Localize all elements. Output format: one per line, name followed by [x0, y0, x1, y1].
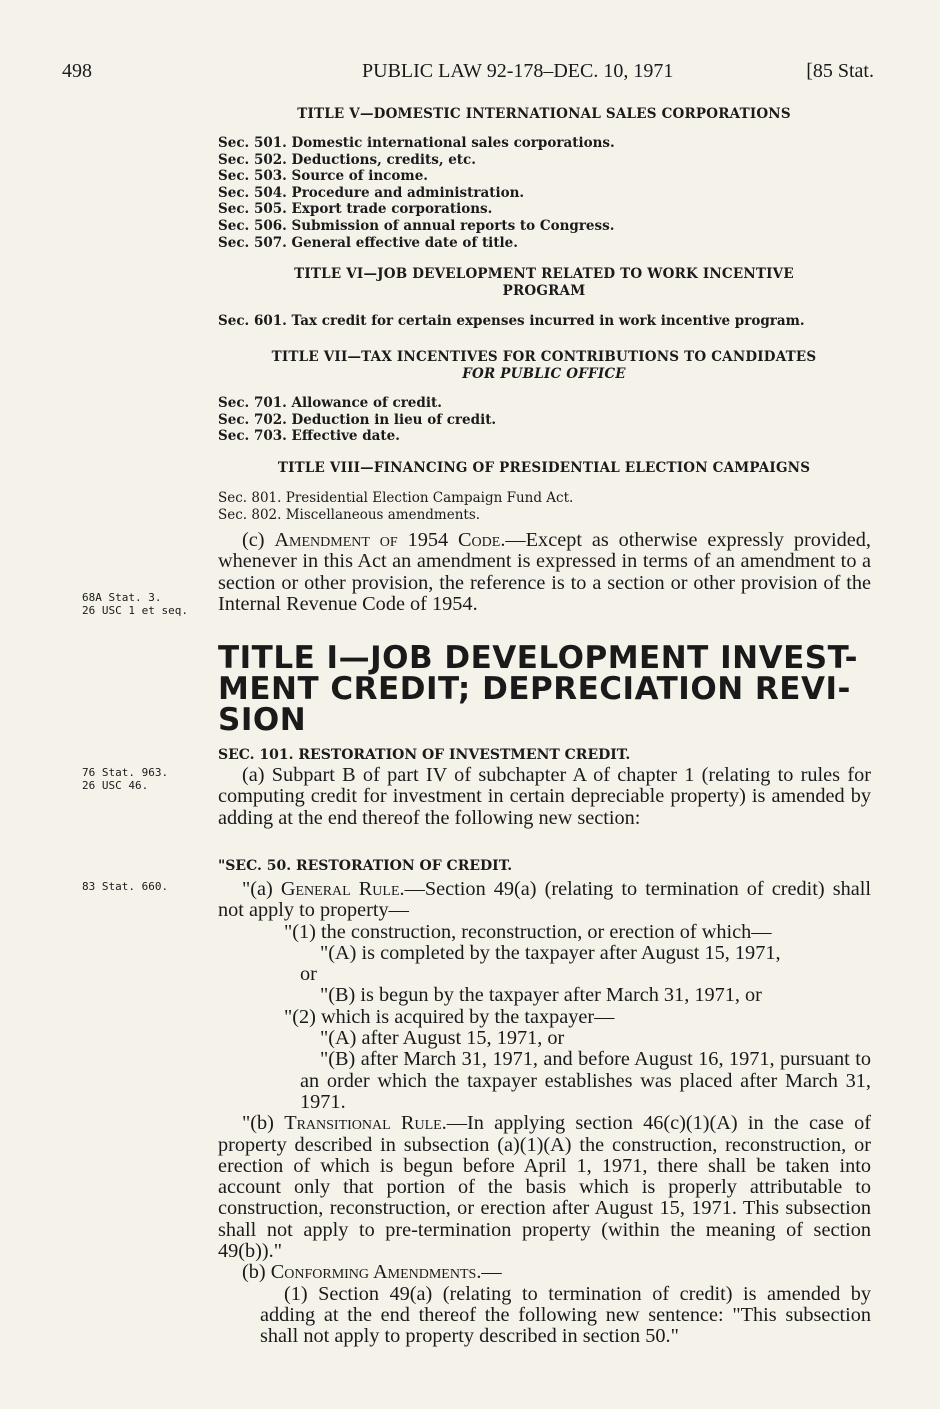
- sec-50-b-text: .—In applying section 46(c)(1)(A) in the case of property described in subsection (a)(1)(A) the construction, reconstruction, or erection of which is begun before April 1, 1971, there shall be taken into account only that portion of the basis which is properly attributable to construction, reconstruction, or erection after August 15, 1971. This subsection shall not apply to pre-termination property (within the meaning of section 49(b)).": [218, 1112, 871, 1263]
- sec-101-para-a: [218, 765, 871, 829]
- sec-50-p1a: "(A) is completed by the taxpayer after August 15, 1971,: [320, 941, 781, 964]
- toc-item: Sec. 702. Deduction in lieu of credit.: [218, 411, 497, 428]
- toc-item: Sec. 507. General effective date of title.: [218, 234, 518, 251]
- sec-50-p2a: "(A) after August 15, 1971, or: [320, 1027, 565, 1050]
- toc-title-vi-line2: PROGRAM: [502, 283, 586, 299]
- conforming-heading: Conforming Amendments: [270, 1261, 477, 1284]
- subsec-c-heading: Amendment of 1954 Code: [274, 529, 501, 551]
- sec-50-p2: "(2) which is acquired by the taxpayer—: [284, 1005, 615, 1028]
- sec-50-p1b: "(B) is begun by the taxpayer after March 31, 1971, or: [320, 984, 762, 1007]
- page-number: 498: [62, 60, 92, 82]
- toc-title-vii: [218, 349, 870, 383]
- toc-item: Sec. 703. Effective date.: [218, 428, 400, 445]
- toc-title-viii: TITLE VIII—FINANCING OF PRESIDENTIAL ELECTION CAMPAIGNS: [277, 460, 811, 476]
- sec-101-heading: SEC. 101. RESTORATION OF INVESTMENT CREDIT.: [218, 747, 631, 763]
- toc-item: Sec. 701. Allowance of credit.: [218, 395, 442, 411]
- subsec-c-text: .—Except as otherwise expressly provided, whenever in this Act an amendment is expressed in terms of an amendment to a section or other provision, the reference is to a section or other provision of the Internal Revenue Code of 1954.: [218, 529, 871, 615]
- sec-50-b-lead: "(b): [242, 1112, 285, 1135]
- sec-50-a-lead: "(a): [242, 878, 281, 900]
- header-stat: [85 Stat.: [806, 60, 874, 82]
- margin-note-68a: [82, 591, 188, 617]
- title-i-heading: [218, 640, 873, 738]
- margin-note-83: [82, 880, 168, 893]
- toc-title-vi-line1: TITLE VI—JOB DEVELOPMENT RELATED TO WORK INCENTIVE: [294, 266, 794, 282]
- conforming-dash: .—: [476, 1261, 502, 1284]
- subsection-c: [218, 530, 871, 615]
- conforming-p1: (1) Section 49(a) (relating to termination of credit) is amended by adding at the end thereof the following new sentence: "This subsection shall not apply to property described in section 50.": [260, 1282, 871, 1348]
- sec-50-or: or: [300, 963, 317, 986]
- toc-item: Sec. 502. Deductions, credits, etc.: [218, 151, 476, 168]
- title-i-line: MENT CREDIT; DEPRECIATION REVI-: [218, 671, 851, 707]
- sec-50-p1: "(1) the construction, reconstruction, or erection of which—: [284, 920, 772, 943]
- toc-item: Sec. 802. Miscellaneous amendments.: [218, 506, 481, 523]
- toc-item: Sec. 503. Source of income.: [218, 168, 428, 185]
- sec-50-p2b: "(B) after March 31, 1971, and before August 16, 1971, pursuant to an order which the taxpayer establishes was placed after March 31, 1971.: [300, 1048, 871, 1113]
- sec-50-heading: "SEC. 50. RESTORATION OF CREDIT.: [218, 858, 513, 874]
- toc-item: Sec. 801. Presidential Election Campaign Fund Act.: [218, 490, 574, 506]
- toc-item: Sec. 506. Submission of annual reports to Congress.: [218, 217, 615, 234]
- toc-item: Sec. 601. Tax credit for certain expenses incurred in work incentive program.: [218, 313, 805, 329]
- margin-note-line: 26 USC 46.: [82, 779, 149, 792]
- title-i-line: TITLE I—JOB DEVELOPMENT INVEST-: [218, 640, 859, 676]
- toc-title-v: TITLE V—DOMESTIC INTERNATIONAL SALES CORPORATIONS: [297, 106, 791, 122]
- toc-title-vii-list: [218, 395, 873, 445]
- toc-title-vii-line1: TITLE VII—TAX INCENTIVES FOR CONTRIBUTIONS TO CANDIDATES: [271, 349, 817, 365]
- sec-101-para-a-text: (a) Subpart B of part IV of subchapter A of chapter 1 (relating to rules for computing credit for investment in certain depreciable property) is amended by adding at the end thereof the following new section:: [218, 764, 871, 829]
- toc-title-v-list: [218, 135, 873, 251]
- toc-item: Sec. 504. Procedure and administration.: [218, 184, 525, 201]
- subsec-c-lead: (c): [242, 529, 275, 551]
- toc-title-vi-list: [218, 313, 873, 330]
- running-header: [62, 60, 874, 86]
- margin-note-76: [82, 766, 168, 792]
- conforming-lead: (b): [242, 1261, 271, 1284]
- sec-50-b-heading: Transitional Rule: [284, 1112, 442, 1135]
- margin-note-line: 26 USC 1 et seq.: [82, 604, 188, 617]
- header-title: PUBLIC LAW 92-178–DEC. 10, 1971: [362, 60, 674, 82]
- toc-item: Sec. 505. Export trade corporations.: [218, 201, 493, 218]
- toc-title-vi: [218, 266, 870, 300]
- margin-note-line: 83 Stat. 660.: [82, 880, 169, 893]
- toc-title-viii-list: [218, 490, 873, 523]
- margin-note-line: 76 Stat. 963.: [82, 766, 169, 779]
- margin-note-line: 68A Stat. 3.: [82, 591, 162, 604]
- toc-title-vii-line2: FOR PUBLIC OFFICE: [462, 366, 626, 382]
- title-i-line: SION: [218, 702, 307, 738]
- toc-item: Sec. 501. Domestic international sales corporations.: [218, 135, 615, 151]
- sec-50-a-text: .—Section 49(a) (relating to termination of credit) shall not apply to property—: [218, 878, 872, 922]
- sec-50-a-heading: General Rule: [280, 878, 400, 900]
- sec-50-body: [218, 879, 871, 1348]
